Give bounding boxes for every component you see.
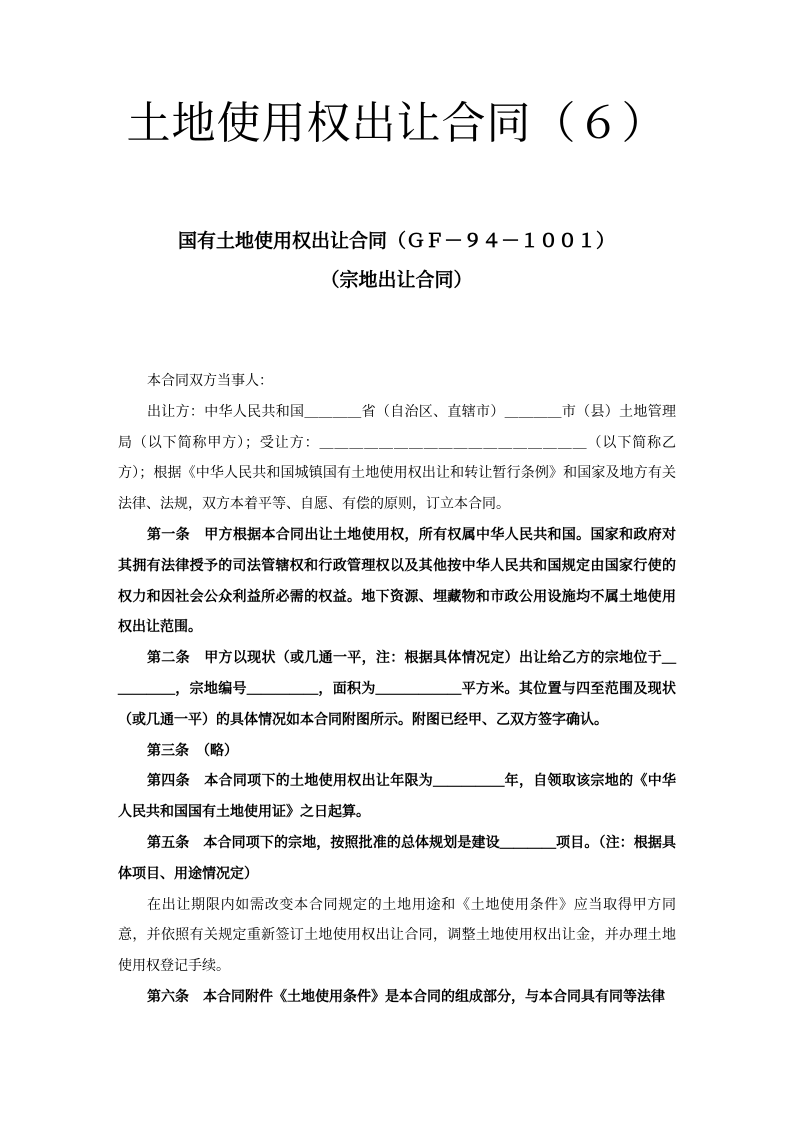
article-6: 第六条 本合同附件《土地使用条件》是本合同的组成部分，与本合同具有同等法律: [147, 988, 665, 1005]
document-title: 土地使用权出让合同（６）: [126, 98, 667, 149]
article-5: 第五条 本合同项下的宗地，按照批准的总体规划是建设＿＿＿＿项目。（注：根据具体项目、用途情况定）: [118, 834, 676, 882]
article-5-detail: 在出让期限内如需改变本合同规定的土地用途和《土地使用条件》应当取得甲方同意，并依照有关规定重新签订土地使用权出让合同，调整土地使用权出让金，并办理土地使用权登记手续。: [118, 896, 676, 975]
parties-detail: 出让方：中华人民共和国＿＿＿＿省（自治区、直辖市）＿＿＿＿市（县）土地管理局（以下简称甲方）；受让方：＿＿＿＿＿＿＿＿＿＿＿＿＿＿＿＿＿＿（以下简称乙方）；根据《中华人民共和国城镇国有土地使用权出让和转让暂行条例》和国家及地方有关法律、法规，双方本着平等、自愿、有偿的原则，订立本合同。: [118, 403, 676, 513]
article-1: 第一条 甲方根据本合同出让土地使用权，所有权属中华人民共和国。国家和政府对其拥有法律授予的司法管辖权和行政管理权以及其他按中华人民共和国规定由国家行使的权力和因社会公众利益所必需的权益。地下资源、埋藏物和市政公用设施均不属土地使用权出让范围。: [118, 526, 676, 636]
contract-body: [118, 366, 676, 1013]
contract-subtitle: 国有土地使用权出让合同（ＧＦ－９４－１００１）: [177, 230, 615, 252]
parties-heading: 本合同双方当事人：: [147, 373, 273, 389]
article-2: 第二条 甲方以现状（或几通一平，注：根据具体情况定）出让给乙方的宗地位于＿＿＿＿＿，宗地编号＿＿＿＿＿，面积为＿＿＿＿＿＿平方米。其位置与四至范围及现状（或几通一平）的具体情况如本合同附图所示。附图已经甲、乙双方签字确认。: [118, 650, 676, 728]
article-3: 第三条 （略）: [147, 742, 238, 759]
contract-type-subtitle: （宗地出让合同）: [320, 269, 473, 291]
article-4: 第四条 本合同项下的土地使用权出让年限为＿＿＿＿＿年，自领取该宗地的《中华人民共和国国有土地使用证》之日起算。: [118, 773, 676, 821]
